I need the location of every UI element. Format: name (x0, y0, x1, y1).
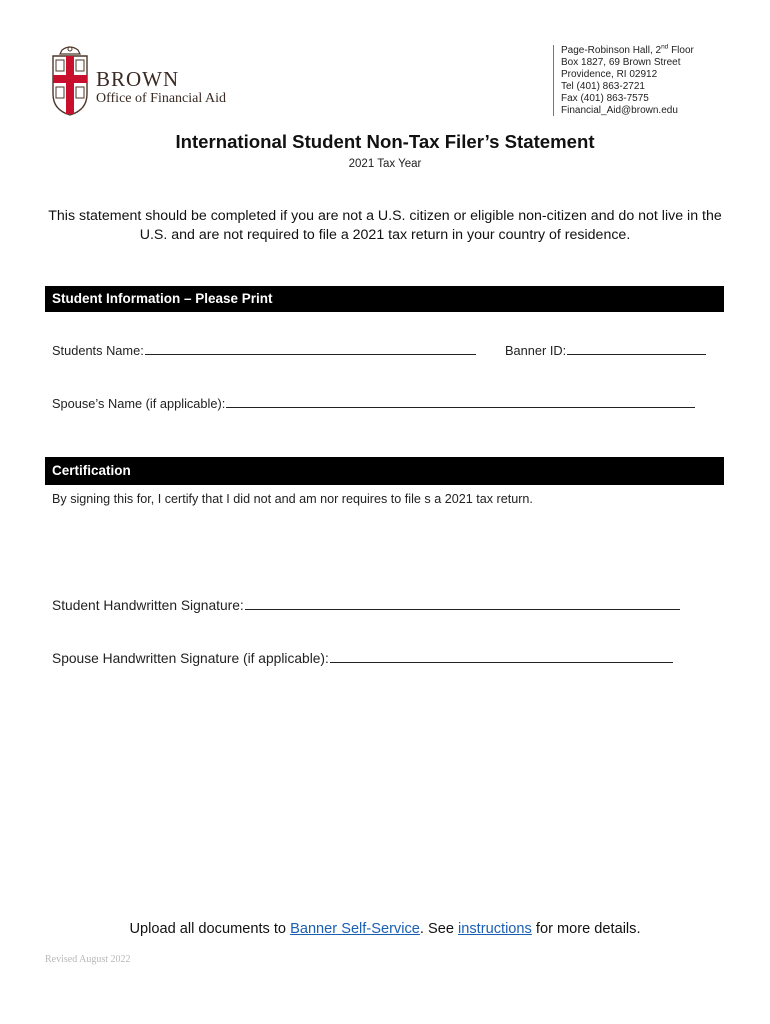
student-signature-field[interactable] (52, 596, 680, 613)
address-line-2: Box 1827, 69 Brown Street (561, 56, 681, 68)
upload-prefix-text: Upload all documents to (129, 921, 291, 937)
student-name-label: Students Name: (52, 343, 144, 358)
spouse-name-label: Spouse’s Name (if applicable): (52, 396, 226, 411)
tax-year: 2021 Tax Year (348, 158, 422, 170)
spouse-name-field[interactable] (52, 394, 695, 411)
banner-id-field[interactable] (505, 341, 706, 358)
address-line-1: Page-Robinson Hall, 2nd Floor (561, 43, 694, 56)
certification-text: By signing this for, I certify that I did not and am nor requires to file s a 2021 tax return. (52, 492, 533, 506)
student-name-field[interactable] (52, 341, 476, 358)
banner-id-label: Banner ID: (505, 343, 567, 358)
address-email: Financial_Aid@brown.edu (561, 104, 678, 116)
address-fax: Fax (401) 863-7575 (561, 92, 649, 104)
upload-instructions (0, 921, 770, 937)
upload-middle-text: . See (419, 921, 459, 937)
student-info-heading: Student Information – Please Print (45, 286, 724, 312)
certification-heading: Certification (45, 457, 724, 485)
instructions-link[interactable]: instructions (458, 921, 532, 937)
spouse-signature-field[interactable] (52, 649, 673, 666)
brown-shield-logo (50, 44, 90, 116)
address-tel: Tel (401) 863-2721 (561, 80, 645, 92)
banner-id-line[interactable] (567, 341, 706, 355)
banner-self-service-link[interactable]: Banner Self-Service (290, 921, 420, 937)
student-signature-line[interactable] (245, 596, 680, 610)
spouse-name-line[interactable] (226, 394, 695, 408)
student-signature-label: Student Handwritten Signature: (52, 598, 244, 613)
address-block (553, 45, 761, 116)
document-title: International Student Non-Tax Filer’s Statement (175, 131, 595, 152)
intro-paragraph: This statement should be completed if you are not a U.S. citizen or eligible non-citizen and do not live in the U.S. and are not required to file a 2021 tax return in your country of residence. (48, 208, 722, 243)
address-line-3: Providence, RI 02912 (561, 68, 658, 80)
spouse-signature-line[interactable] (330, 649, 673, 663)
revision-note: Revised August 2022 (45, 954, 131, 965)
upload-suffix-text: for more details. (531, 921, 641, 937)
spouse-signature-label: Spouse Handwritten Signature (if applicable): (52, 651, 329, 666)
brand-name: BROWN (96, 67, 180, 91)
office-name: Office of Financial Aid (96, 91, 226, 106)
student-name-line[interactable] (145, 341, 476, 355)
